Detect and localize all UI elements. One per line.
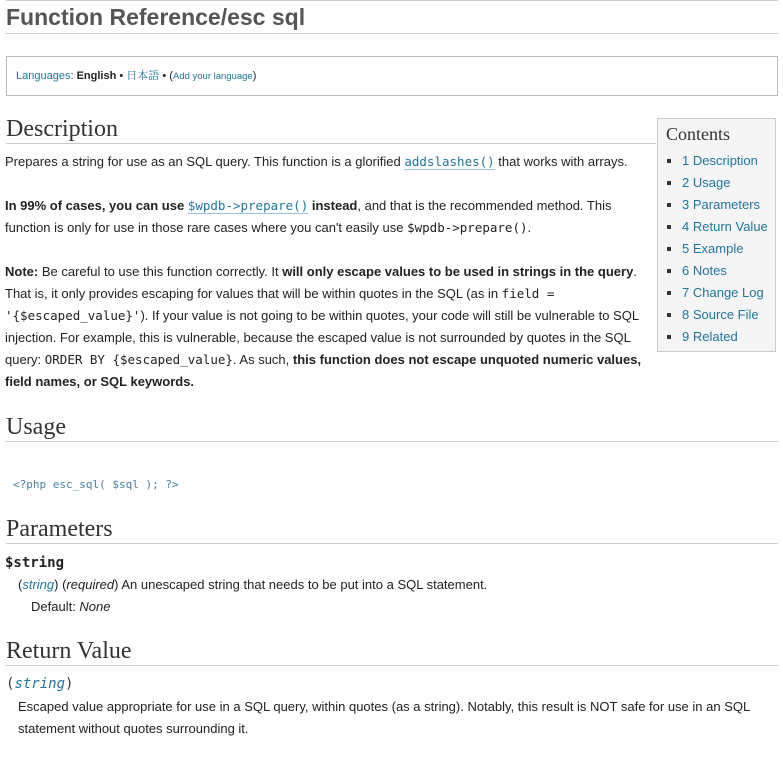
languages-link[interactable]: Languages (16, 70, 71, 82)
toc-item[interactable]: 3 Parameters (667, 194, 768, 216)
usage-heading: Usage (6, 414, 778, 442)
description-heading: Description (6, 116, 656, 144)
toc-item[interactable]: 8 Source File (667, 304, 768, 326)
parameter-type-link[interactable]: string (22, 577, 55, 592)
add-language-link[interactable]: Add your language (172, 71, 253, 82)
usage-code: <?php esc_sql( $sql ); ?> (13, 478, 179, 491)
page-title: Function Reference/esc sql (6, 3, 778, 34)
language-link-japanese[interactable]: 日本語 (126, 70, 160, 82)
toc-item[interactable]: 5 Example (667, 238, 768, 260)
addslashes-link[interactable]: addslashes() (404, 154, 495, 169)
description-note: Note: Be careful to use this function correctly. It will only escape values to be used in strings in the query. That is, it only provides escaping for values that will be within quotes in the SQL (as in field = '{$escaped_value}'). If your value is not going to be within quotes, your code will still be vulnerable to SQL injection. For example, this is vulnerable, because the escaped value is not surrounded by quotes in the SQL query: ORDER BY {$escaped_value}. As such, this function does not escape unquoted numeric values, field names, or SQL keywords. (5, 264, 642, 389)
toc-item[interactable]: 2 Usage (667, 172, 768, 194)
description-paragraph-2: In 99% of cases, you can use $wpdb->prepare() instead, and that is the recommended method. This function is only for use in those rare cases where you can't easily use $wpdb->prepare(). (5, 198, 612, 235)
description-paragraph-1: Prepares a string for use as an SQL query. This function is a glorified addslashes() that works with arrays. (5, 154, 628, 169)
parameter-description: (string) (required) An unescaped string that needs to be put into a SQL statement. (18, 577, 488, 592)
top-border (6, 0, 778, 1)
return-type: (string) (6, 676, 74, 692)
return-type-link[interactable]: string (14, 676, 66, 692)
return-value-heading: Return Value (6, 638, 778, 666)
current-language: English (76, 70, 117, 82)
parameter-default: Default: None (31, 599, 111, 614)
parameter-required: required (66, 577, 115, 592)
toc-list (667, 150, 768, 348)
wpdb-prepare-link[interactable]: $wpdb->prepare() (187, 198, 309, 213)
toc-item[interactable]: 7 Change Log (667, 282, 768, 304)
toc-item[interactable]: 6 Notes (667, 260, 768, 282)
parameter-name: $string (5, 555, 65, 571)
toc-item[interactable]: 1 Description (667, 150, 768, 172)
language-bar: Languages: English • 日本語 • (Add your language) (6, 56, 778, 96)
toc-item[interactable]: 9 Related (667, 326, 768, 348)
table-of-contents (657, 118, 776, 352)
toc-title: Contents (666, 124, 731, 144)
return-description: Escaped value appropriate for use in a SQL query, within quotes (as a string). Notably, this result is NOT safe for use in an SQL statement without quotes surrounding it. (18, 699, 750, 736)
toc-item[interactable]: 4 Return Value (667, 216, 768, 238)
parameters-heading: Parameters (6, 516, 778, 544)
